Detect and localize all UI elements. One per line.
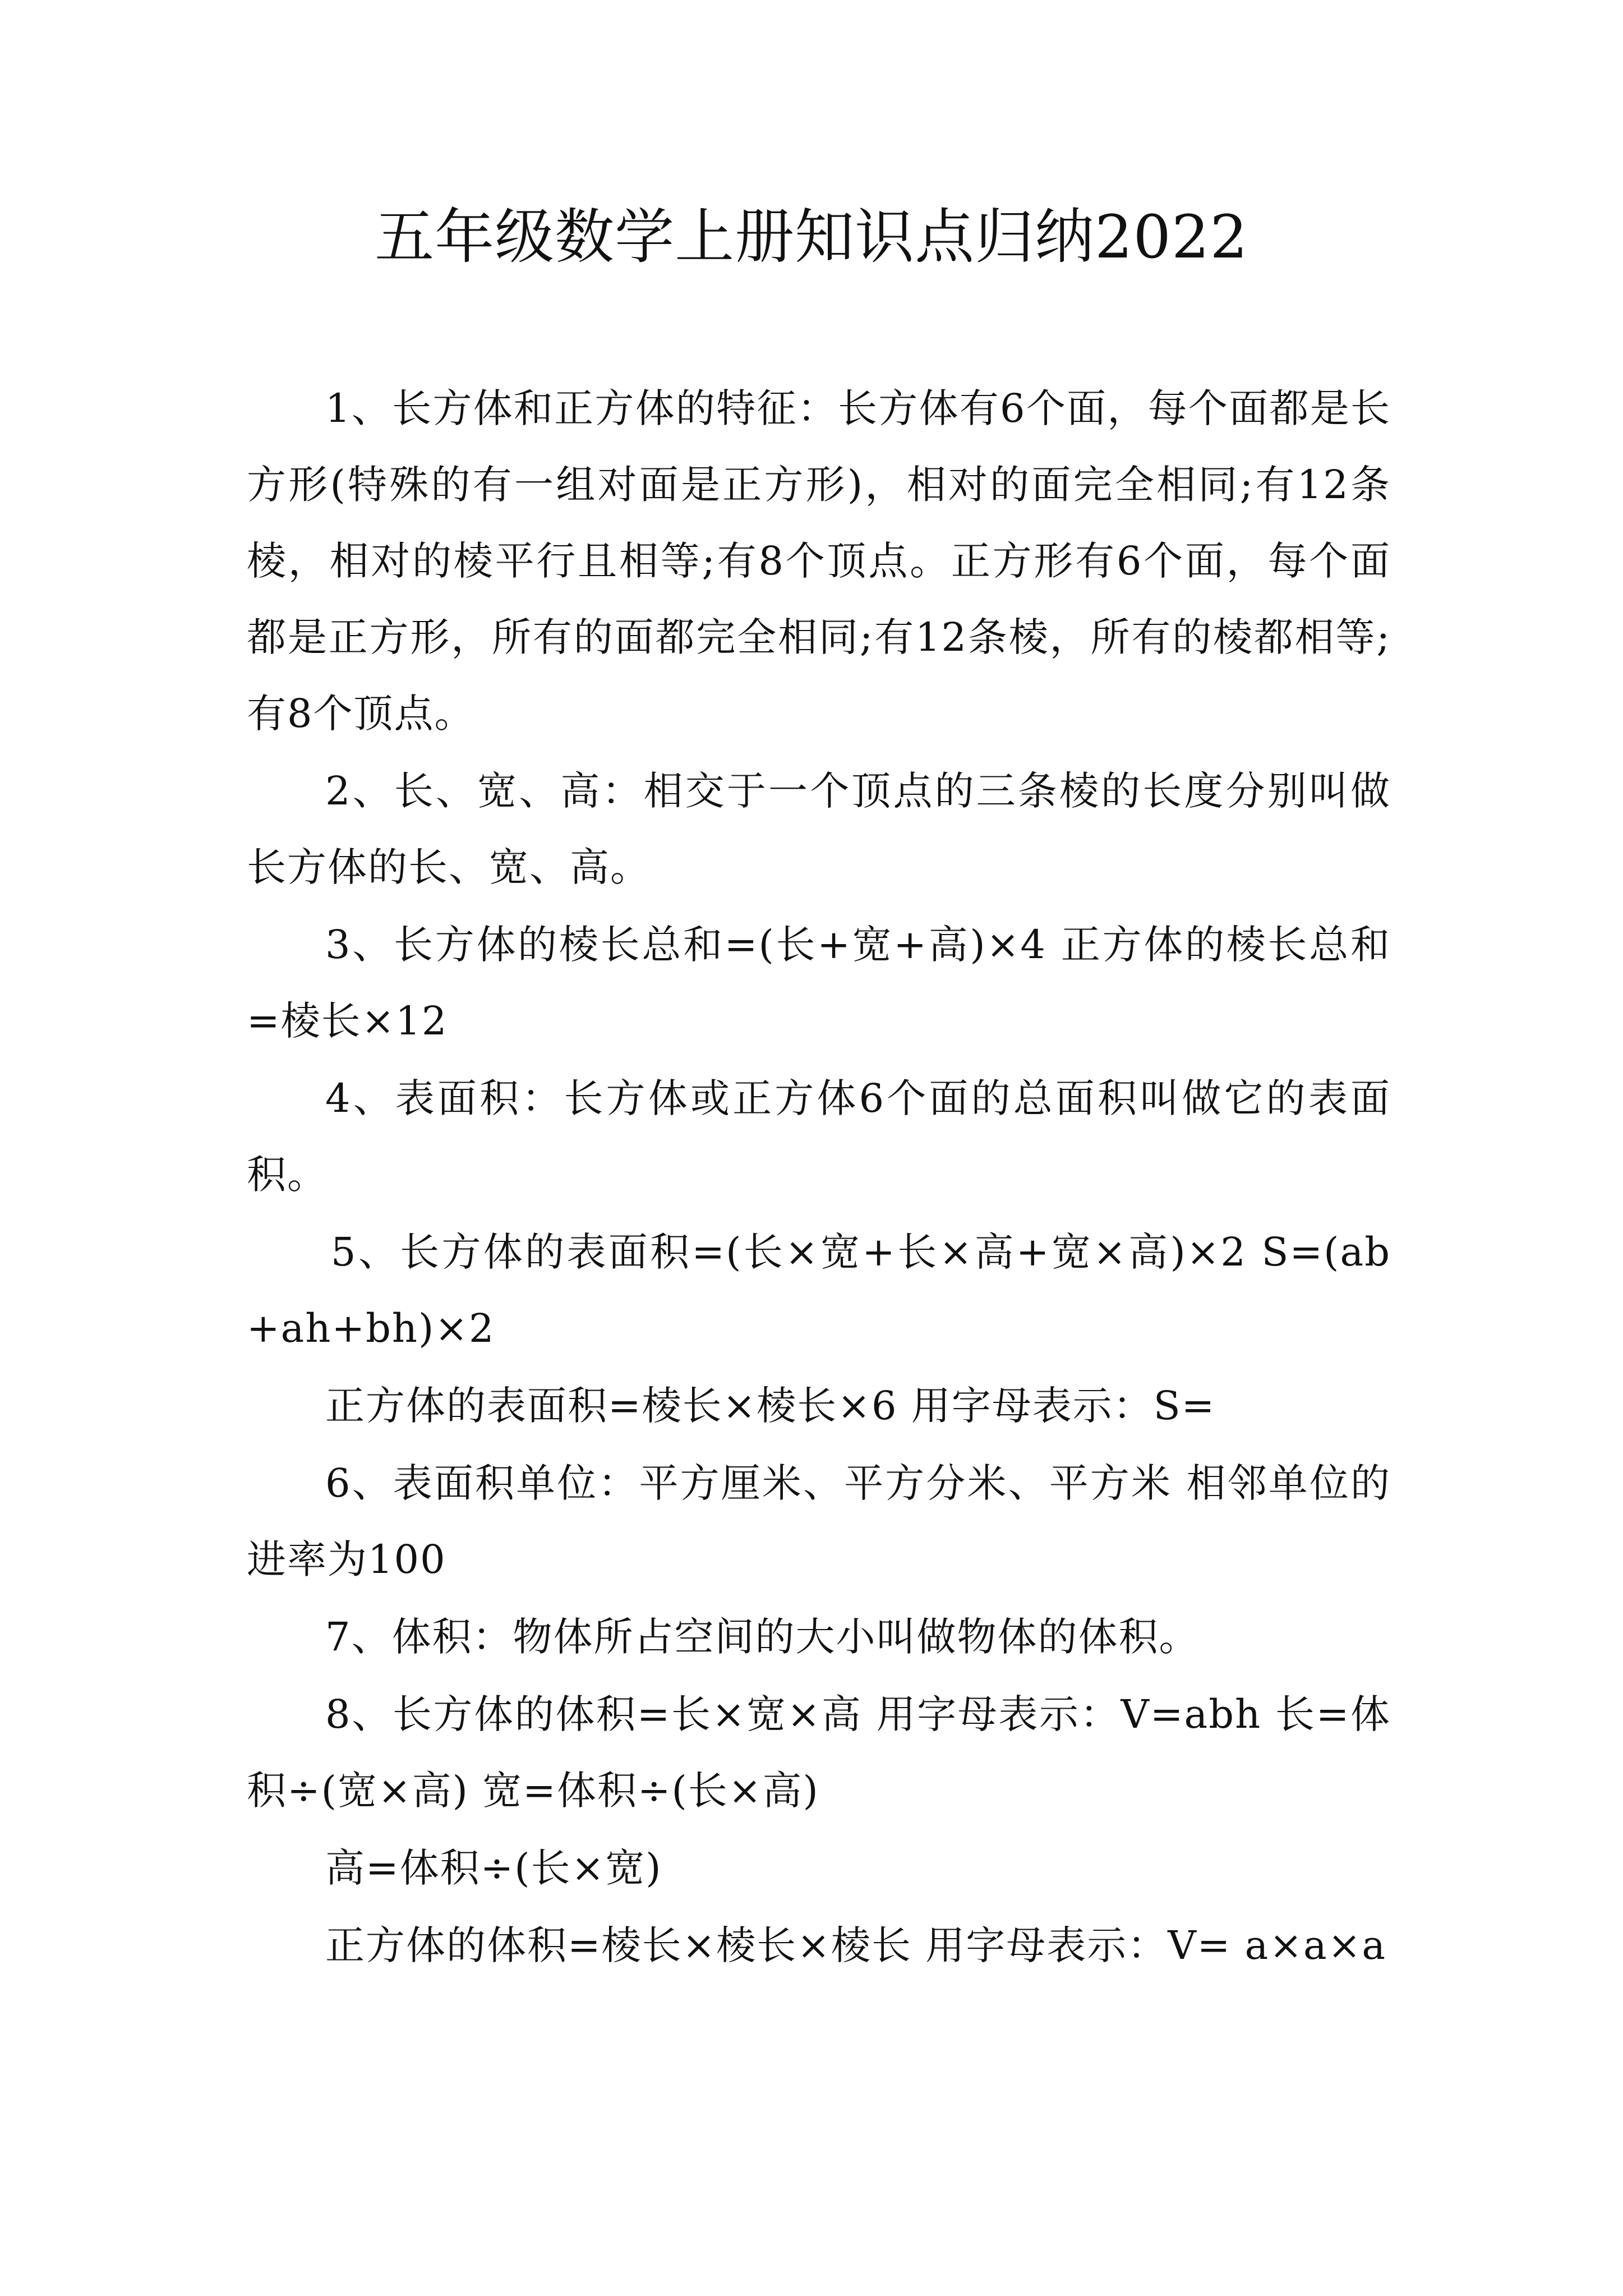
document-body — [247, 370, 1391, 1985]
paragraph-2: 2、长、宽、高：相交于一个顶点的三条棱的长度分别叫做长方体的长、宽、高。 — [247, 768, 1391, 890]
paragraph-8: 8、长方体的体积=长×宽×高 用字母表示：V=abh 长=体积÷(宽×高) 宽=体积÷(长×高) — [247, 1691, 1391, 1814]
paragraph-4: 4、表面积：长方体或正方体6个面的总面积叫做它的表面积。 — [247, 1075, 1391, 1198]
paragraph-6: 6、表面积单位：平方厘米、平方分米、平方米 相邻单位的进率为100 — [247, 1460, 1391, 1582]
paragraph-5: 5、长方体的表面积=(长×宽+长×高+宽×高)×2 S=(ab+ah+bh)×2 — [247, 1229, 1391, 1351]
paragraph-7: 7、体积：物体所占空间的大小叫做物体的体积。 — [325, 1614, 1200, 1660]
paragraph-1: 1、长方体和正方体的特征：长方体有6个面，每个面都是长方形(特殊的有一组对面是正方形)，相对的面完全相同;有12条棱，相对的棱平行且相等;有8个顶点。正方形有6个面，每个面都是正方形，所有的面都完全相同;有12条棱，所有的棱都相等;有8个顶点。 — [247, 385, 1391, 737]
paragraph-8-height: 高=体积÷(长×宽) — [325, 1845, 662, 1891]
paragraph-5-cube-surface: 正方体的表面积=棱长×棱长×6 用字母表示：S= — [325, 1383, 1216, 1429]
paragraph-8-cube-volume: 正方体的体积=棱长×棱长×棱长 用字母表示：V= a×a×a — [325, 1922, 1387, 1968]
paragraph-3: 3、长方体的棱长总和=(长+宽+高)×4 正方体的棱长总和=棱长×12 — [247, 922, 1391, 1044]
document-title: 五年级数学上册知识点归纳2022 — [375, 203, 1248, 272]
